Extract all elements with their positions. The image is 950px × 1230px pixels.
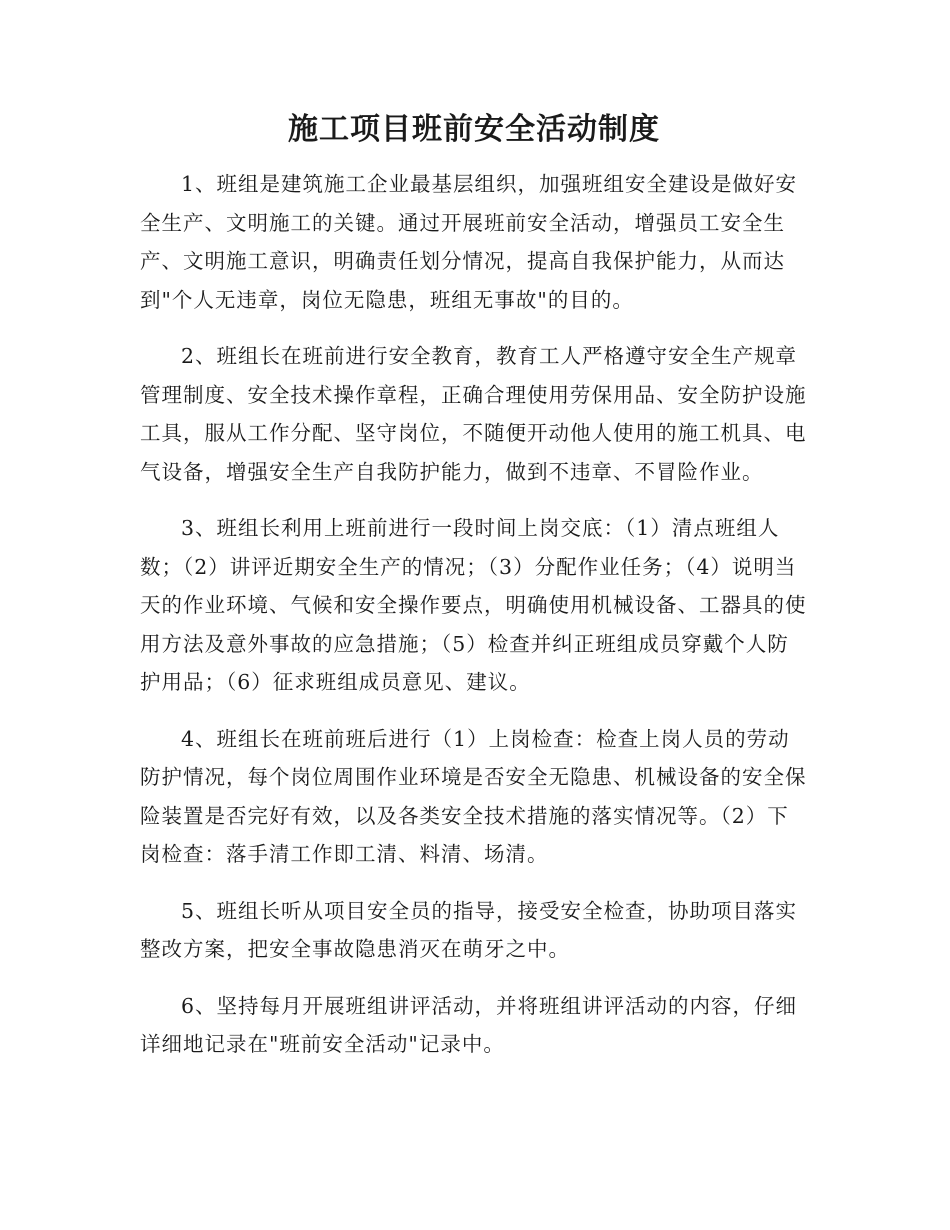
paragraph-4: 4、班组长在班前班后进行（1）上岗检查：检查上岗人员的劳动防护情况，每个岗位周围作业环境是否安全无隐患、机械设备的安全保险装置是否完好有效，以及各类安全技术措施的落实情况等。（2）下岗检查：落手清工作即工清、料清、场清。 xyxy=(140,726,807,866)
paragraph-1: 1、班组是建筑施工企业最基层组织，加强班组安全建设是做好安全生产、文明施工的关键。通过开展班前安全活动，增强员工安全生产、文明施工意识，明确责任划分情况，提高自我保护能力，从而达到"个人无违章，岗位无隐患，班组无事故"的目的。 xyxy=(140,172,798,312)
document-title: 施工项目班前安全活动制度 xyxy=(288,112,660,147)
paragraph-3: 3、班组长利用上班前进行一段时间上岗交底：（1）清点班组人数；（2）讲评近期安全生产的情况；（3）分配作业任务；（4）说明当天的作业环境、气候和安全操作要点，明确使用机械设备、工器具的使用方法及意外事故的应急措施；（5）检查并纠正班组成员穿戴个人防护用品；（6）征求班组成员意见、建议。 xyxy=(140,516,807,694)
paragraph-6: 6、坚持每月开展班组讲评活动，并将班组讲评活动的内容，仔细详细地记录在"班前安全活动"记录中。 xyxy=(140,993,798,1056)
paragraph-2: 2、班组长在班前进行安全教育，教育工人严格遵守安全生产规章管理制度、安全技术操作章程，正确合理使用劳保用品、安全防护设施工具，服从工作分配、坚守岗位，不随便开动他人使用的施工机具、电气设备，增强安全生产自我防护能力，做到不违章、不冒险作业。 xyxy=(140,344,807,484)
paragraph-5: 5、班组长听从项目安全员的指导，接受安全检查，协助项目落实整改方案，把安全事故隐患消灭在萌牙之中。 xyxy=(140,898,798,961)
document-page xyxy=(140,105,808,1082)
